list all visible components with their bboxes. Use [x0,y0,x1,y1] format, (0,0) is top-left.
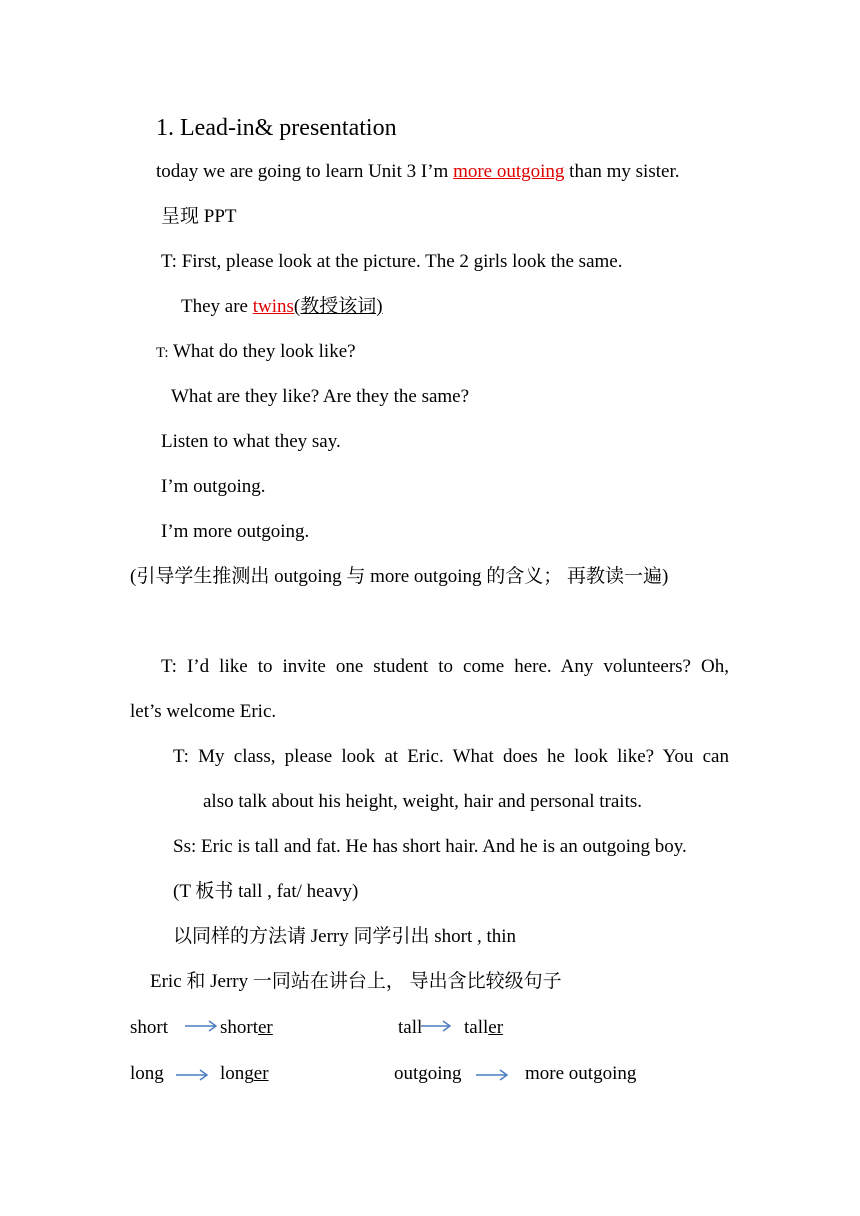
eric-question-line-2: also talk about his height, weight, hair and personal traits. [203,791,643,812]
longer-word [220,1062,269,1086]
section-heading: 1. Lead-in& presentation [156,115,397,141]
tall-arrow-icon [420,1019,452,1033]
taller-stem: tall [464,1017,489,1038]
board-note-line: (T 板书 tall , fat/ heavy) [173,881,359,902]
taller-suffix: er [488,1017,504,1038]
teacher-look-line [156,340,356,365]
listen-line: Listen to what they say. [161,431,341,452]
twins-highlight: twins [252,296,294,317]
guide-note-line: (引导学生推测出 outgoing 与 more outgoing 的含义； 再教读一遍) [130,566,669,587]
tall-base-word: tall [398,1017,423,1038]
intro-line [156,160,679,184]
invite-line-2: let’s welcome Eric. [130,701,277,722]
show-ppt-line: 呈现 PPT [161,206,237,227]
short-arrow-icon [184,1019,218,1033]
students-answer-line: Ss: Eric is tall and fat. He has short hair. And he is an outgoing boy. [173,836,687,857]
long-base-word: long [130,1063,164,1084]
teacher-first-line: T: First, please look at the picture. The 2 girls look the same. [161,251,623,272]
longer-suffix: er [253,1063,269,1084]
jerry-note-line: 以同样的方法请 Jerry 同学引出 short , thin [173,926,517,947]
im-more-outgoing-line: I’m more outgoing. [161,521,310,542]
both-note-line: Eric 和 Jerry 一同站在讲台上， 导出含比较级句子 [150,971,562,992]
twins-note: (教授该词) [293,296,383,317]
shorter-word [220,1016,273,1040]
twins-text-before: They are [181,296,253,317]
teacher-speaker-label: T: [156,345,169,361]
outgoing-arrow-icon [475,1068,509,1082]
intro-text-after: than my sister. [564,161,680,182]
teacher-look-question: What do they look like? [168,341,356,362]
taller-word [464,1016,503,1040]
shorter-suffix: er [258,1017,273,1038]
long-arrow-icon [175,1068,209,1082]
im-outgoing-line: I’m outgoing. [161,476,266,497]
more-outgoing-word: more outgoing [525,1063,637,1084]
outgoing-base-word: outgoing [394,1063,462,1084]
invite-line-1: T: I’d like to invite one student to come here. Any volunteers? Oh, [161,656,729,677]
intro-text-before: today we are going to learn Unit 3 I’m [156,161,454,182]
short-base-word: short [130,1017,168,1038]
longer-stem: long [220,1063,254,1084]
eric-question-line-1: T: My class, please look at Eric. What does he look like? You can [173,746,729,767]
shorter-stem: short [220,1017,258,1038]
intro-highlight: more outgoing [453,161,565,182]
twins-line [181,295,383,319]
what-like-line: What are they like? Are they the same? [171,386,470,407]
